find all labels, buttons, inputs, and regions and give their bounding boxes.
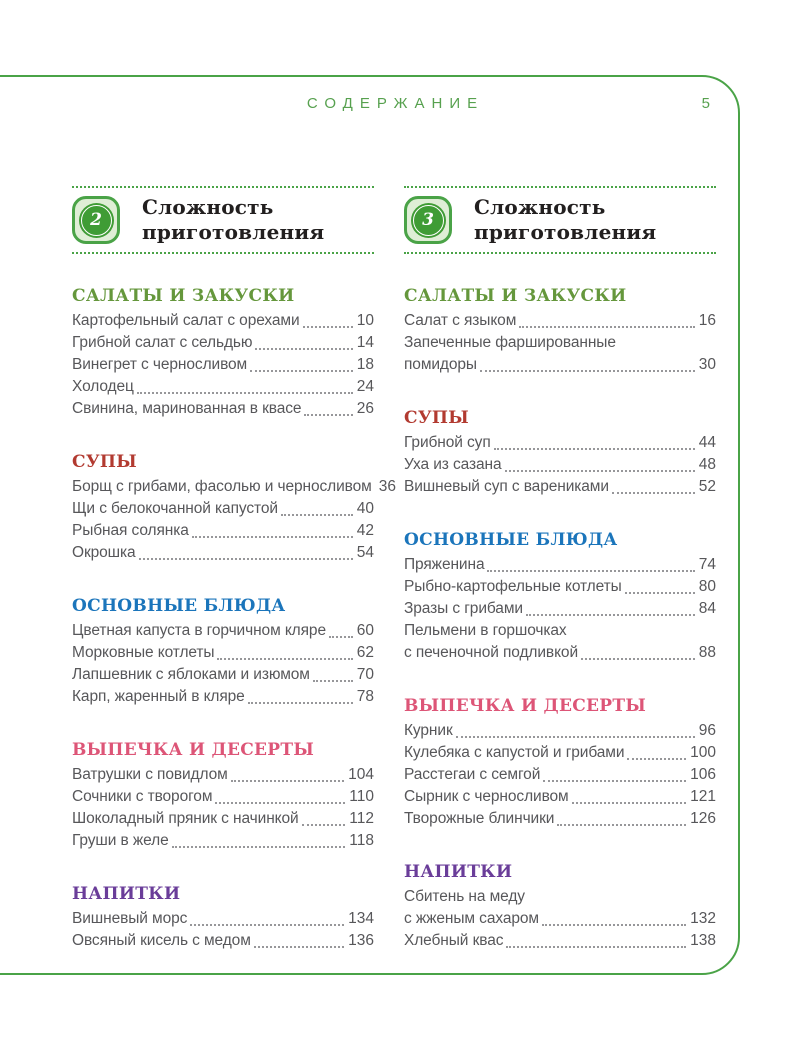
- entry-row: [72, 908, 374, 930]
- entry-row: [404, 930, 716, 952]
- section-heading: НАПИТКИ: [72, 884, 181, 904]
- section-heading: ВЫПЕЧКА И ДЕСЕРТЫ: [72, 740, 315, 760]
- entry-page-number: 106: [690, 766, 716, 783]
- entry-label: Цветная капуста в горчичном кляре: [72, 622, 326, 639]
- section-heading: ОСНОВНЫЕ БЛЮДА: [72, 596, 286, 616]
- column-title-line: приготовления: [474, 220, 657, 244]
- toc-entry: [404, 598, 716, 620]
- entry-row: [72, 498, 374, 520]
- difficulty-header: [404, 188, 716, 252]
- toc-entry: [72, 476, 396, 498]
- toc-entry: [72, 686, 374, 708]
- dotted-leader: [303, 326, 353, 328]
- toc-entry: [404, 576, 716, 598]
- toc-entry: [404, 620, 716, 664]
- section-heading: САЛАТЫ И ЗАКУСКИ: [72, 286, 295, 306]
- toc-section: [72, 286, 374, 420]
- entry-page-number: 10: [356, 312, 374, 329]
- toc-entry: [404, 720, 716, 742]
- entry-label: с печеночной подливкой: [404, 644, 578, 661]
- entry-row: [404, 554, 716, 576]
- section-heading: СУПЫ: [72, 452, 138, 472]
- dotted-leader: [248, 702, 353, 704]
- entry-label: Овсяный кисель с медом: [72, 932, 251, 949]
- entry-page-number: 70: [356, 666, 374, 683]
- dotted-leader: [254, 946, 344, 948]
- entry-row: [72, 398, 374, 420]
- entry-page-number: 126: [690, 810, 716, 827]
- entry-row: [72, 786, 374, 808]
- dotted-leader: [231, 780, 344, 782]
- dotted-divider-bottom: [72, 252, 374, 254]
- difficulty-badge: [72, 196, 120, 244]
- entry-page-number: 132: [690, 910, 716, 927]
- dotted-leader: [139, 558, 353, 560]
- entry-page-number: 104: [348, 766, 374, 783]
- entry-page-number: 136: [348, 932, 374, 949]
- entry-row: [404, 476, 716, 498]
- entry-page-number: 24: [356, 378, 374, 395]
- dotted-leader: [543, 780, 686, 782]
- entry-page-number: 84: [698, 600, 716, 617]
- entry-label: Шоколадный пряник с начинкой: [72, 810, 299, 827]
- entry-label: Вишневый морс: [72, 910, 188, 927]
- entry-page-number: 26: [356, 400, 374, 417]
- toc-entry: [72, 620, 374, 642]
- entry-page-number: 138: [690, 932, 716, 949]
- entry-label: с жженым сахаром: [404, 910, 539, 927]
- entry-label: Салат с языком: [404, 312, 517, 329]
- entry-label: Сочники с творогом: [72, 788, 213, 805]
- dotted-leader: [505, 470, 695, 472]
- entry-label: Запеченные фаршированные: [404, 334, 616, 351]
- toc-column-2: [72, 186, 396, 952]
- entry-row: [72, 664, 374, 686]
- toc-entry: [72, 830, 374, 852]
- section-heading: САЛАТЫ И ЗАКУСКИ: [404, 286, 627, 306]
- dotted-leader: [612, 492, 695, 494]
- entry-page-number: 60: [356, 622, 374, 639]
- toc-entry: [72, 332, 374, 354]
- toc-entry: [404, 786, 716, 808]
- entry-row: [404, 576, 716, 598]
- toc-entry: [72, 354, 374, 376]
- entry-page-number: 54: [356, 544, 374, 561]
- page-title: СОДЕРЖАНИЕ: [306, 95, 485, 112]
- entry-label: Свинина, маринованная в квасе: [72, 400, 302, 417]
- entry-page-number: 78: [356, 688, 374, 705]
- difficulty-badge: [404, 196, 452, 244]
- toc-column-3: [404, 186, 716, 952]
- dotted-leader: [625, 592, 695, 594]
- toc-entry: [72, 930, 374, 952]
- toc-section: [72, 884, 374, 952]
- dotted-leader: [250, 370, 353, 372]
- column-title-line: Сложность: [142, 195, 274, 219]
- entry-label: Сбитень на меду: [404, 888, 525, 905]
- dotted-leader: [519, 326, 695, 328]
- entry-label: Грибной суп: [404, 434, 491, 451]
- toc-entry: [72, 664, 374, 686]
- difficulty-badge-circle: [79, 203, 114, 238]
- entry-row: [404, 786, 716, 808]
- entry-label: Борщ с грибами, фасолью и черносливом: [72, 478, 372, 495]
- entry-label: Пряженина: [404, 556, 485, 573]
- entry-page-number: 118: [349, 832, 374, 849]
- entry-page-number: 134: [348, 910, 374, 927]
- dotted-leader: [255, 348, 352, 350]
- entry-row: [72, 830, 374, 852]
- entry-label: помидоры: [404, 356, 477, 373]
- dotted-leader: [480, 370, 695, 372]
- toc-section: [404, 286, 716, 376]
- entry-row: [404, 808, 716, 830]
- toc-entry: [404, 808, 716, 830]
- entry-page-number: 42: [356, 522, 374, 539]
- entry-label: Винегрет с черносливом: [72, 356, 248, 373]
- dotted-leader: [526, 614, 695, 616]
- toc-entry: [72, 764, 374, 786]
- entry-label: Груши в желе: [72, 832, 169, 849]
- entry-page-number: 44: [698, 434, 716, 451]
- entry-row: [404, 310, 716, 332]
- entry-page-number: 18: [356, 356, 374, 373]
- dotted-leader: [487, 570, 694, 572]
- column-title-line: приготовления: [142, 220, 325, 244]
- entry-row: [72, 354, 374, 376]
- entry-label: Кулебяка с капустой и грибами: [404, 744, 625, 761]
- toc-entry: [404, 930, 716, 952]
- column-title-line: Сложность: [474, 195, 606, 219]
- toc-entry: [72, 398, 374, 420]
- toc-entry: [72, 642, 374, 664]
- entry-row: [404, 742, 716, 764]
- toc-section: [404, 408, 716, 498]
- entry-label: Окрошка: [72, 544, 136, 561]
- entry-row: [404, 432, 716, 454]
- entry-page-number: 121: [690, 788, 716, 805]
- entry-label: Расстегаи с семгой: [404, 766, 541, 783]
- section-heading: ВЫПЕЧКА И ДЕСЕРТЫ: [404, 696, 647, 716]
- section-heading: НАПИТКИ: [404, 862, 513, 882]
- toc-entry: [72, 786, 374, 808]
- page-header: [72, 95, 712, 113]
- difficulty-badge-circle: [411, 203, 446, 238]
- entry-page-number: 112: [349, 810, 374, 827]
- dotted-leader: [627, 758, 686, 760]
- difficulty-header: [72, 188, 374, 252]
- page-number: 5: [701, 95, 710, 112]
- entry-page-number: 110: [349, 788, 374, 805]
- entry-page-number: 74: [698, 556, 716, 573]
- toc-entry: [72, 808, 374, 830]
- entry-row: [72, 620, 374, 642]
- dotted-leader: [304, 414, 352, 416]
- dotted-leader: [217, 658, 352, 660]
- entry-row: [72, 376, 374, 398]
- entry-page-number: 30: [698, 356, 716, 373]
- entry-row: [72, 642, 374, 664]
- entry-label: Карп, жаренный в кляре: [72, 688, 245, 705]
- entry-label: Ватрушки с повидлом: [72, 766, 228, 783]
- dotted-leader: [215, 802, 345, 804]
- entry-row: [404, 642, 716, 664]
- entry-page-number: 16: [698, 312, 716, 329]
- entry-label: Сырник с черносливом: [404, 788, 569, 805]
- entry-row: [72, 764, 374, 786]
- entry-row: [404, 598, 716, 620]
- toc-entry: [404, 332, 716, 376]
- entry-row: [404, 720, 716, 742]
- entry-label: Курник: [404, 722, 453, 739]
- entry-page-number: 14: [356, 334, 374, 351]
- entry-label: Зразы с грибами: [404, 600, 523, 617]
- entry-page-number: 62: [356, 644, 374, 661]
- entry-label: Щи с белокочанной капустой: [72, 500, 278, 517]
- entry-label: Пельмени в горшочках: [404, 622, 567, 639]
- toc-entry: [404, 554, 716, 576]
- entry-row: [72, 808, 374, 830]
- toc-entry: [72, 520, 374, 542]
- entry-row: [72, 476, 396, 498]
- toc-section: [72, 452, 396, 564]
- dotted-leader: [494, 448, 695, 450]
- dotted-leader: [542, 924, 686, 926]
- toc-entry: [404, 454, 716, 476]
- entry-label: Морковные котлеты: [72, 644, 215, 661]
- entry-row: [404, 764, 716, 786]
- entry-row: [404, 354, 716, 376]
- toc-columns: [72, 186, 716, 952]
- toc-entry: [404, 432, 716, 454]
- dotted-leader: [190, 924, 344, 926]
- difficulty-number: 3: [422, 209, 434, 230]
- dotted-leader: [137, 392, 353, 394]
- entry-label: Хлебный квас: [404, 932, 504, 949]
- dotted-leader: [313, 680, 353, 682]
- toc-entry: [72, 542, 374, 564]
- dotted-divider-bottom: [404, 252, 716, 254]
- toc-section: [404, 696, 716, 830]
- dotted-leader: [456, 736, 695, 738]
- dotted-leader: [581, 658, 695, 660]
- entry-label: Творожные блинчики: [404, 810, 555, 827]
- dotted-leader: [172, 846, 346, 848]
- entry-page-number: 88: [698, 644, 716, 661]
- entry-page-number: 48: [698, 456, 716, 473]
- entry-row: [72, 542, 374, 564]
- dotted-leader: [572, 802, 687, 804]
- dotted-leader: [506, 946, 686, 948]
- toc-entry: [72, 908, 374, 930]
- toc-entry: [404, 742, 716, 764]
- entry-page-number: 100: [690, 744, 716, 761]
- entry-page-number: 80: [698, 578, 716, 595]
- entry-label: Рыбная солянка: [72, 522, 189, 539]
- toc-section: [72, 596, 374, 708]
- dotted-leader: [329, 636, 353, 638]
- toc-entry: [72, 310, 374, 332]
- entry-label: Рыбно-картофельные котлеты: [404, 578, 622, 595]
- dotted-leader: [281, 514, 353, 516]
- toc-entry: [72, 498, 374, 520]
- section-heading: СУПЫ: [404, 408, 470, 428]
- entry-page-number: 36: [378, 478, 396, 495]
- dotted-leader: [192, 536, 353, 538]
- toc-entry: [404, 476, 716, 498]
- entry-row: [72, 930, 374, 952]
- entry-label: Холодец: [72, 378, 134, 395]
- dotted-leader: [557, 824, 686, 826]
- entry-row: [72, 332, 374, 354]
- toc-entry: [404, 886, 716, 930]
- entry-row: [404, 454, 716, 476]
- toc-entry: [404, 764, 716, 786]
- entry-label: Картофельный салат с орехами: [72, 312, 300, 329]
- entry-row: [72, 520, 374, 542]
- entry-row: [72, 310, 374, 332]
- entry-label: Лапшевник с яблоками и изюмом: [72, 666, 310, 683]
- entry-label: Уха из сазана: [404, 456, 502, 473]
- entry-page-number: 40: [356, 500, 374, 517]
- entry-row: [72, 686, 374, 708]
- toc-entry: [72, 376, 374, 398]
- entry-label: Грибной салат с сельдью: [72, 334, 253, 351]
- section-heading: ОСНОВНЫЕ БЛЮДА: [404, 530, 618, 550]
- column-title: [474, 195, 656, 245]
- difficulty-number: 2: [90, 209, 102, 230]
- dotted-leader: [302, 824, 346, 826]
- toc-section: [72, 740, 374, 852]
- toc-entry: [404, 310, 716, 332]
- entry-page-number: 96: [698, 722, 716, 739]
- toc-section: [404, 530, 716, 664]
- entry-row: [404, 908, 716, 930]
- entry-page-number: 52: [698, 478, 716, 495]
- toc-section: [404, 862, 716, 952]
- column-title: [142, 195, 324, 245]
- entry-label: Вишневый суп с варениками: [404, 478, 609, 495]
